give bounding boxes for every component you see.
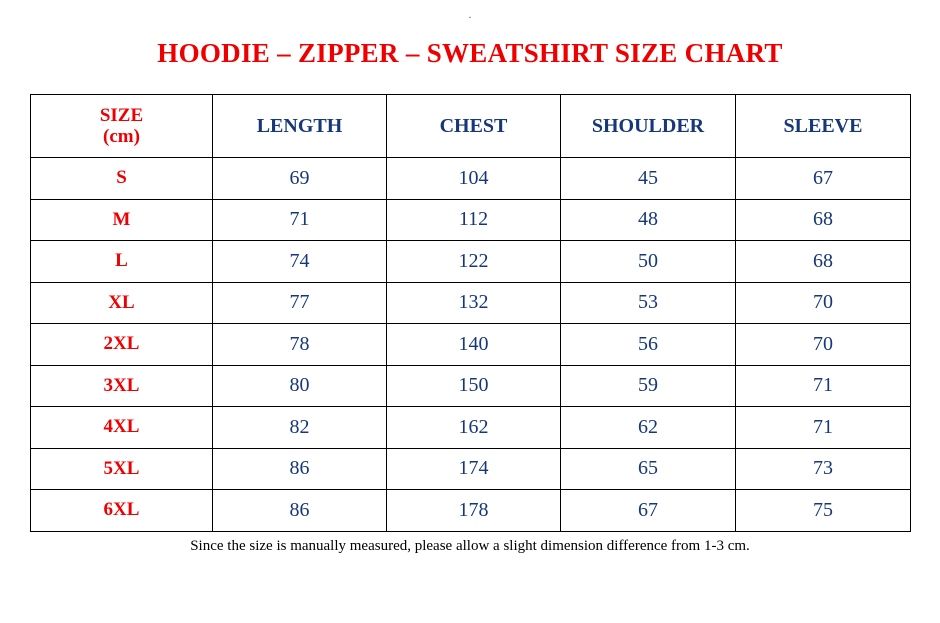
- cell-size: 4XL: [31, 407, 213, 449]
- cell-size: XL: [31, 282, 213, 324]
- column-header-chest: CHEST: [387, 95, 561, 158]
- cell-shoulder: 62: [561, 407, 736, 449]
- cell-size: 2XL: [31, 324, 213, 366]
- table-row: [31, 199, 911, 241]
- cell-chest: 174: [387, 448, 561, 490]
- cell-sleeve: 68: [736, 241, 911, 283]
- table-body: [31, 158, 911, 532]
- cell-sleeve: 71: [736, 407, 911, 449]
- cell-chest: 122: [387, 241, 561, 283]
- cell-shoulder: 48: [561, 199, 736, 241]
- cell-sleeve: 70: [736, 282, 911, 324]
- table-row: [31, 490, 911, 532]
- cell-length: 69: [213, 158, 387, 200]
- cell-length: 80: [213, 365, 387, 407]
- cell-size: 5XL: [31, 448, 213, 490]
- cell-length: 82: [213, 407, 387, 449]
- cell-shoulder: 50: [561, 241, 736, 283]
- cell-sleeve: 75: [736, 490, 911, 532]
- top-mark: .: [468, 9, 472, 21]
- cell-chest: 140: [387, 324, 561, 366]
- cell-sleeve: 71: [736, 365, 911, 407]
- measurement-note: Since the size is manually measured, please allow a slight dimension difference from 1-3 cm.: [190, 538, 750, 554]
- table-row: [31, 324, 911, 366]
- cell-length: 86: [213, 448, 387, 490]
- table-header-row: [31, 95, 911, 158]
- cell-chest: 178: [387, 490, 561, 532]
- size-chart-table-wrapper: [30, 94, 910, 532]
- cell-size: 3XL: [31, 365, 213, 407]
- cell-length: 77: [213, 282, 387, 324]
- cell-shoulder: 67: [561, 490, 736, 532]
- column-header-size-line1: SIZE: [99, 104, 144, 126]
- table-header: [31, 95, 911, 158]
- table-row: [31, 407, 911, 449]
- cell-chest: 112: [387, 199, 561, 241]
- cell-length: 78: [213, 324, 387, 366]
- page-title: HOODIE – ZIPPER – SWEATSHIRT SIZE CHART: [157, 38, 783, 68]
- cell-chest: 132: [387, 282, 561, 324]
- cell-chest: 162: [387, 407, 561, 449]
- cell-length: 74: [213, 241, 387, 283]
- cell-sleeve: 70: [736, 324, 911, 366]
- cell-sleeve: 73: [736, 448, 911, 490]
- cell-shoulder: 45: [561, 158, 736, 200]
- column-header-size: [31, 95, 213, 158]
- cell-shoulder: 65: [561, 448, 736, 490]
- table-row: [31, 448, 911, 490]
- cell-length: 71: [213, 199, 387, 241]
- cell-sleeve: 67: [736, 158, 911, 200]
- size-chart-table: [30, 94, 911, 532]
- cell-size: L: [31, 241, 213, 283]
- column-header-length: LENGTH: [213, 95, 387, 158]
- table-row: [31, 158, 911, 200]
- table-row: [31, 241, 911, 283]
- cell-size: M: [31, 199, 213, 241]
- column-header-sleeve: SLEEVE: [736, 95, 911, 158]
- table-row: [31, 365, 911, 407]
- cell-sleeve: 68: [736, 199, 911, 241]
- table-row: [31, 282, 911, 324]
- cell-shoulder: 59: [561, 365, 736, 407]
- cell-chest: 150: [387, 365, 561, 407]
- column-header-shoulder: SHOULDER: [561, 95, 736, 158]
- cell-shoulder: 53: [561, 282, 736, 324]
- cell-shoulder: 56: [561, 324, 736, 366]
- cell-size: 6XL: [31, 490, 213, 532]
- cell-length: 86: [213, 490, 387, 532]
- cell-size: S: [31, 158, 213, 200]
- column-header-size-line2: (cm): [103, 126, 140, 147]
- cell-chest: 104: [387, 158, 561, 200]
